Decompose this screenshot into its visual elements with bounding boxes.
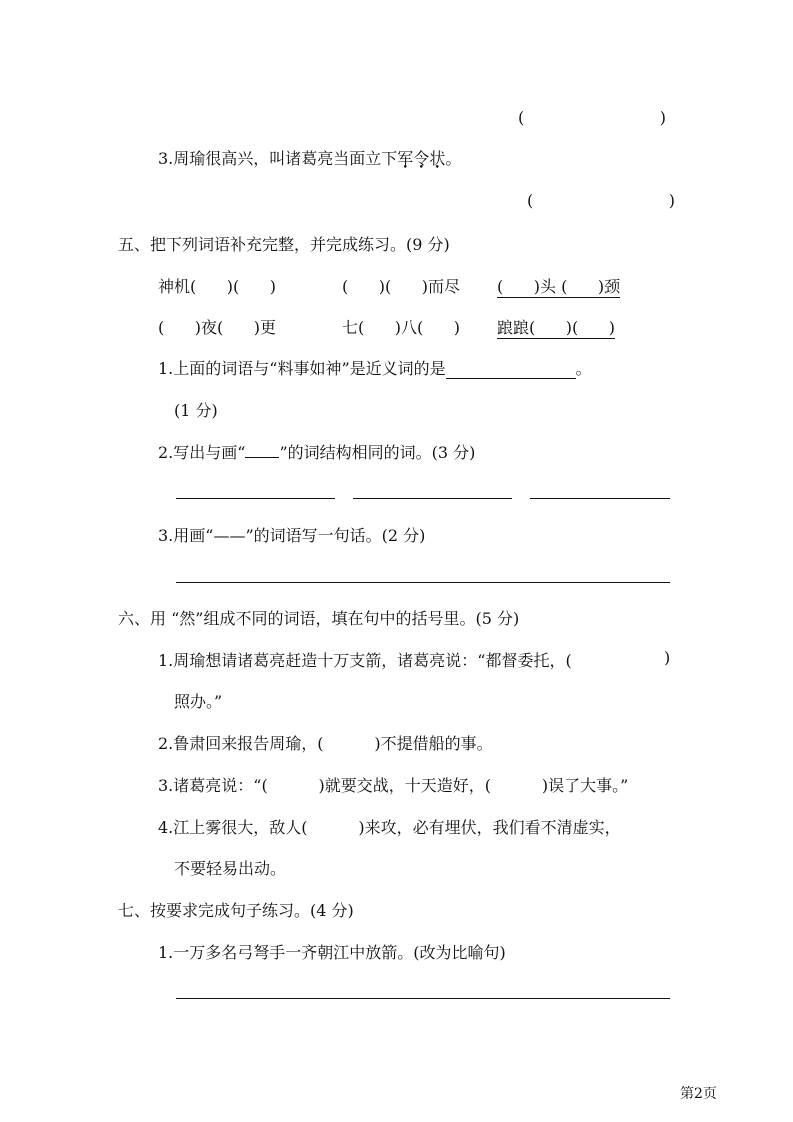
page-number: 第2页: [680, 1086, 717, 1102]
fill-blank: [446, 360, 576, 379]
paren-close: ): [668, 191, 675, 210]
answer-line: [353, 498, 512, 499]
answer-line: [176, 582, 670, 583]
answer-paren-2: [527, 191, 675, 210]
idiom-5: 七( )八( ): [342, 318, 461, 337]
idiom-3: ( )头 ( )颈: [497, 274, 620, 298]
idiom-1: 神机( )( ): [158, 277, 277, 296]
question-5-3: 3.用画“——”的词语写一句话。(2 分): [158, 526, 426, 545]
question-6-1-cont: 照办。”: [174, 692, 223, 711]
idiom-4: ( )夜( )更: [158, 318, 277, 337]
question-6-1: 1.周瑜想请诸葛亮赶造十万支箭，诸葛亮说：“都督委托，(: [158, 651, 572, 670]
idiom-6: 踉踉( )( ): [497, 315, 615, 339]
question-4-3: 3.周瑜很高兴，叫诸葛亮当面立下军令状。: [158, 149, 462, 168]
answer-line: [176, 498, 335, 499]
section-7-title: 七、按要求完成句子练习。(4 分): [118, 901, 354, 920]
section-6-title: 六、用 “然”组成不同的词语，填在句中的括号里。(5 分): [118, 609, 520, 628]
question-6-4-cont: 不要轻易出动。: [174, 859, 287, 878]
question-5-1-score: (1 分): [174, 401, 218, 420]
answer-line: [176, 998, 670, 999]
question-7-1: 1.一万多名弓弩手一齐朝江中放箭。(改为比喻句): [158, 943, 506, 962]
answer-paren-1: [518, 108, 666, 127]
idiom-2: ( )( )而尽: [342, 277, 461, 296]
paren-close: ): [659, 108, 666, 127]
question-6-2: 2.鲁肃回来报告周瑜，( )不提借船的事。: [158, 734, 493, 753]
question-6-1-close: ): [664, 648, 671, 667]
question-5-2: 2.写出与画“ ”的词结构相同的词。(3 分): [158, 443, 476, 462]
answer-line: [530, 498, 670, 499]
wavy-line-sample: [245, 445, 279, 458]
section-5-title: 五、把下列词语补充完整，并完成练习。(9 分): [118, 235, 450, 254]
question-5-1: 1.上面的词语与“料事如神”是近义词的是 。: [158, 359, 592, 378]
paren-open: (: [527, 191, 534, 210]
paren-open: (: [518, 108, 525, 127]
question-6-4: 4.江上雾很大，敌人( )来攻，必有埋伏，我们看不清虚实，: [158, 818, 621, 837]
question-6-3: 3.诸葛亮说：“( )就要交战，十天造好，( )误了大事。”: [158, 776, 629, 795]
